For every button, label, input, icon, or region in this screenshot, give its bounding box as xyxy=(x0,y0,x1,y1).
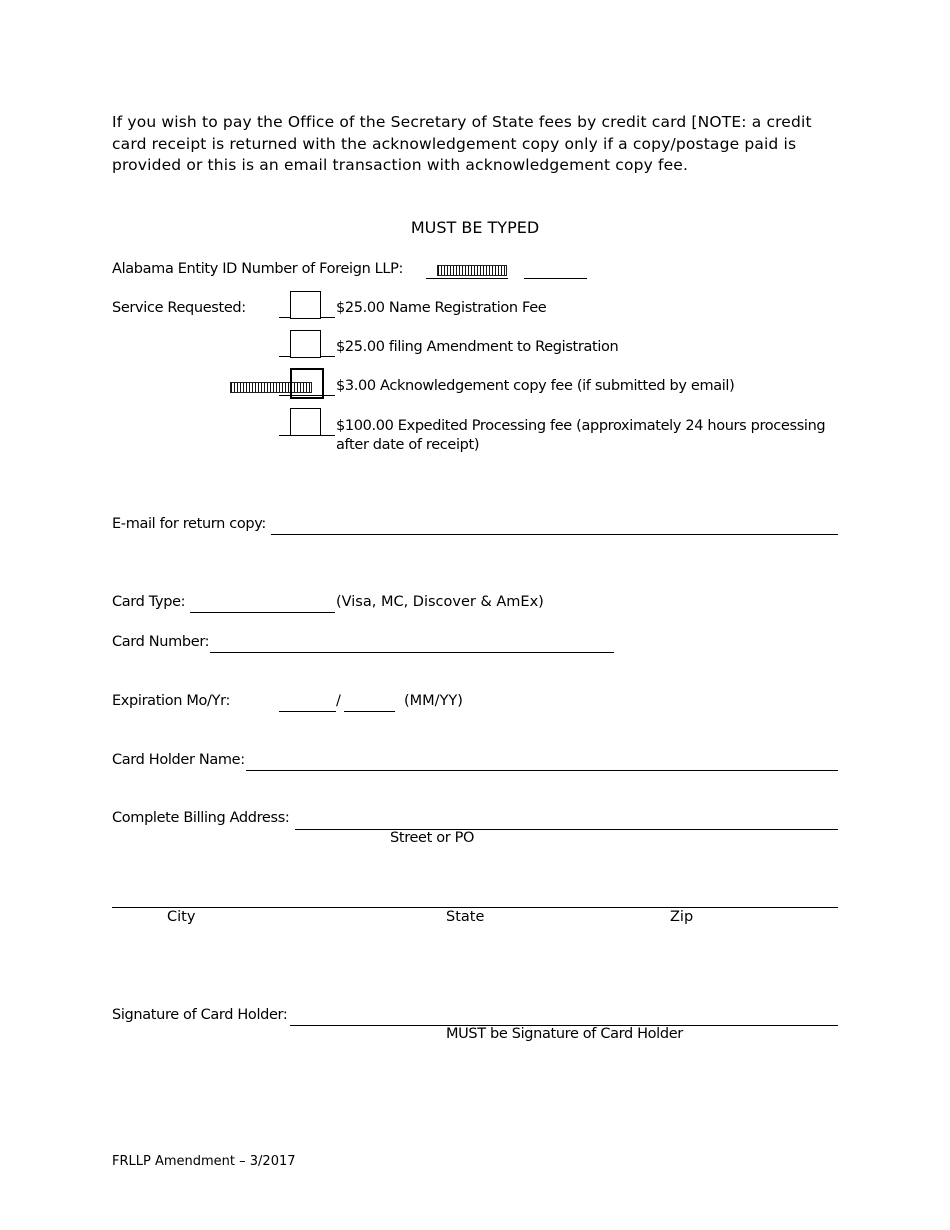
amendment-option: $25.00 filing Amendment to Registration xyxy=(336,339,619,355)
card-type-label: Card Type: xyxy=(112,594,186,610)
form-footer: FRLLP Amendment – 3/2017 xyxy=(112,1154,296,1169)
signature-label: Signature of Card Holder: xyxy=(112,1007,288,1023)
card-type-field[interactable] xyxy=(190,612,335,613)
expedited-option-continued: after date of receipt) xyxy=(336,437,480,453)
name-registration-option: $25.00 Name Registration Fee xyxy=(336,300,547,316)
expedited-checkbox[interactable] xyxy=(290,408,321,436)
expiration-label: Expiration Mo/Yr: xyxy=(112,693,230,709)
intro-paragraph: If you wish to pay the Office of the Secretary of State fees by credit card [NOTE: a credit card receipt is returned with the acknowledgement copy only if a copy/postage paid is provided or this is an email transaction with acknowledgement copy fee. xyxy=(112,113,812,174)
amendment-checkbox[interactable] xyxy=(290,330,321,358)
email-field[interactable] xyxy=(271,534,838,535)
expiration-month-field[interactable] xyxy=(279,711,336,712)
street-caption: Street or PO xyxy=(390,830,475,846)
name-registration-checkbox[interactable] xyxy=(290,291,321,319)
entity-id-label: Alabama Entity ID Number of Foreign LLP: xyxy=(112,261,404,277)
expiration-separator: / xyxy=(336,693,341,709)
city-caption: City xyxy=(167,909,196,925)
entity-id-underline xyxy=(426,278,508,279)
expiration-format-hint: (MM/YY) xyxy=(404,693,463,709)
service-requested-label: Service Requested: xyxy=(112,300,246,316)
holder-name-label: Card Holder Name: xyxy=(112,752,245,768)
holder-name-field[interactable] xyxy=(246,770,838,771)
acknowledgement-option: $3.00 Acknowledgement copy fee (if submitted by email) xyxy=(336,378,735,394)
billing-city-state-zip-field[interactable] xyxy=(112,907,838,908)
entity-id-field[interactable] xyxy=(524,278,587,279)
zip-caption: Zip xyxy=(670,909,694,925)
email-label: E-mail for return copy: xyxy=(112,516,266,532)
acknowledgement-checkbox[interactable] xyxy=(290,368,324,399)
card-type-hint: (Visa, MC, Discover & AmEx) xyxy=(336,594,544,610)
billing-street-field[interactable] xyxy=(295,829,838,830)
expedited-option: $100.00 Expedited Processing fee (approximately 24 hours processing xyxy=(336,418,826,434)
state-caption: State xyxy=(446,909,485,925)
page-title: MUST BE TYPED xyxy=(410,218,540,237)
card-number-field[interactable] xyxy=(210,652,614,653)
billing-address-label: Complete Billing Address: xyxy=(112,810,290,826)
expiration-year-field[interactable] xyxy=(344,711,395,712)
entity-id-prefilled-field[interactable] xyxy=(437,265,507,276)
signature-caption: MUST be Signature of Card Holder xyxy=(446,1026,683,1042)
card-number-label: Card Number: xyxy=(112,634,210,650)
